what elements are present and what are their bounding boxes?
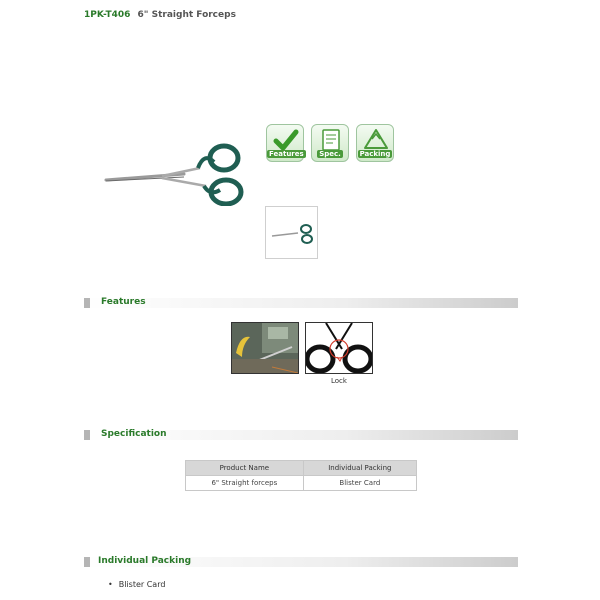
spec-icon-label: Spec. bbox=[319, 150, 341, 158]
spec-cell-individual-packing: Blister Card bbox=[303, 476, 416, 491]
packing-list bbox=[108, 580, 165, 589]
spec-icon-button[interactable] bbox=[311, 124, 349, 162]
specification-heading: Specification bbox=[101, 429, 167, 439]
spec-cell-product-name: 6" Straight forceps bbox=[186, 476, 304, 491]
packing-icon-button[interactable] bbox=[356, 124, 394, 162]
lock-caption: Lock bbox=[331, 377, 347, 385]
packing-section-header bbox=[84, 557, 518, 567]
packing-icon-label: Packing bbox=[359, 150, 391, 158]
spec-header-product-name: Product Name bbox=[186, 461, 304, 476]
feature-photo-lock bbox=[305, 322, 373, 374]
features-heading: Features bbox=[101, 297, 146, 307]
spec-header-individual-packing: Individual Packing bbox=[303, 461, 416, 476]
features-icon-button[interactable] bbox=[266, 124, 304, 162]
product-code: 1PK-T406 bbox=[84, 10, 131, 20]
table-row bbox=[186, 476, 417, 491]
forceps-thumbnail-image bbox=[266, 207, 317, 258]
spec-table bbox=[185, 460, 417, 491]
list-item: • Blister Card bbox=[108, 580, 165, 589]
product-image bbox=[102, 140, 247, 206]
product-thumbnail[interactable] bbox=[265, 206, 318, 259]
packing-heading: Individual Packing bbox=[98, 556, 192, 566]
feature-photo-usage bbox=[231, 322, 299, 374]
features-icon-label: Features bbox=[269, 150, 304, 158]
features-section-header bbox=[84, 298, 518, 308]
spec-table-header-row bbox=[186, 461, 417, 476]
page-title bbox=[84, 10, 236, 20]
specification-section-header bbox=[84, 430, 518, 440]
product-name: 6" Straight Forceps bbox=[137, 10, 236, 20]
